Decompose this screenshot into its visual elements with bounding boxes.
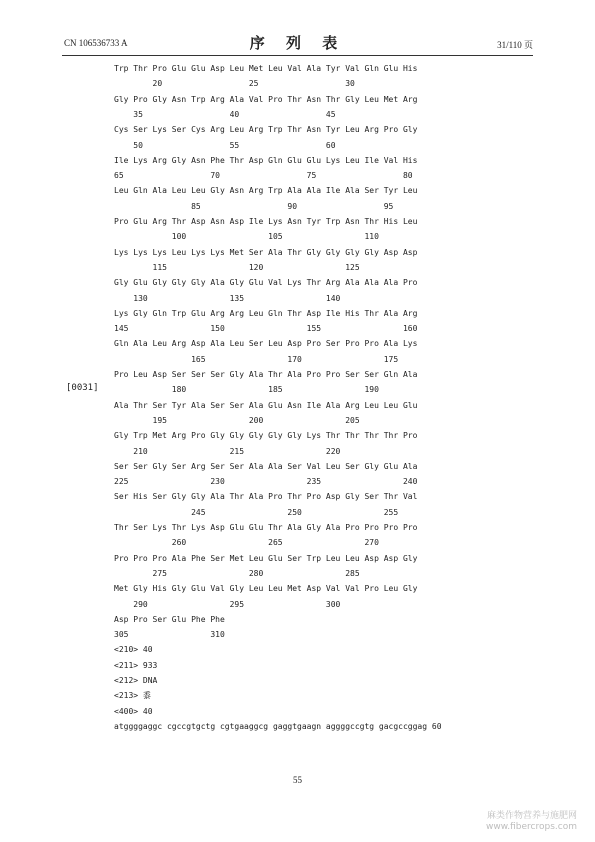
sequence-line: <212> DNA bbox=[114, 676, 158, 685]
sequence-line: 100 105 110 bbox=[114, 232, 379, 242]
header-divider bbox=[62, 55, 533, 56]
sequence-line: 65 70 75 80 bbox=[114, 171, 413, 181]
sequence-line: Cys Ser Lys Ser Cys Arg Leu Arg Trp Thr Asn Tyr Leu Arg Pro Gly bbox=[114, 125, 418, 135]
sequence-line: 260 265 270 bbox=[114, 538, 379, 548]
sequence-line: Ser Ser Gly Ser Arg Ser Ser Ala Ala Ser Val Leu Ser Gly Glu Ala bbox=[114, 461, 418, 471]
page-of-label: 31/110 页 bbox=[497, 40, 533, 50]
sequence-line: 130 135 140 bbox=[114, 293, 341, 303]
sequence-line: 305 310 bbox=[114, 630, 225, 640]
watermark-url: www.fibercrops.com bbox=[486, 822, 577, 832]
sequence-line: 145 150 155 160 bbox=[114, 324, 418, 334]
sequence-line: Ile Lys Arg Gly Asn Phe Thr Asp Gln Glu Glu Lys Leu Ile Val His bbox=[114, 155, 418, 165]
sequence-line: 165 170 175 bbox=[114, 354, 399, 364]
sequence-line: 245 250 255 bbox=[114, 507, 399, 517]
sequence-line: 50 55 60 bbox=[114, 140, 336, 150]
sequence-line: 35 40 45 bbox=[114, 109, 336, 119]
sequence-line: Pro Glu Arg Thr Asp Asn Asp Ile Lys Asn Tyr Trp Asn Thr His Leu bbox=[114, 217, 418, 226]
page-title: 序 列 表 bbox=[249, 34, 346, 52]
sequence-line: Gly Trp Met Arg Pro Gly Gly Gly Gly Gly Lys Thr Thr Thr Thr Pro bbox=[114, 431, 418, 441]
sequence-line: Asp Pro Ser Glu Phe Phe bbox=[114, 614, 225, 624]
sequence-line: 225 230 235 240 bbox=[114, 477, 418, 487]
sequence-line: <211> 933 bbox=[114, 660, 158, 670]
sequence-line: atggggaggc cgccgtgctg cgtgaaggcg gaggtgaagn aggggccgtg gacgccggag 60 bbox=[114, 721, 442, 731]
sequence-line: <213> 黍 bbox=[114, 691, 151, 701]
sequence-line: 20 25 30 bbox=[114, 79, 355, 89]
sequence-line: Met Gly His Gly Glu Val Gly Leu Leu Met Asp Val Val Pro Leu Gly bbox=[114, 584, 418, 594]
sequence-line: Lys Gly Gln Trp Glu Arg Arg Leu Gln Thr Asp Ile His Thr Ala Arg bbox=[114, 308, 418, 318]
sequence-line: 210 215 220 bbox=[114, 446, 341, 456]
sequence-line: Gln Ala Leu Arg Asp Ala Leu Ser Leu Asp Pro Ser Pro Pro Ala Lys bbox=[114, 339, 418, 349]
sequence-line: 115 120 125 bbox=[114, 262, 360, 272]
sequence-line: 85 90 95 bbox=[114, 201, 394, 211]
sequence-line: Gly Pro Gly Asn Trp Arg Ala Val Pro Thr Asn Thr Gly Leu Met Arg bbox=[114, 94, 418, 104]
sequence-line: Pro Leu Asp Ser Ser Ser Gly Ala Thr Ala Pro Pro Ser Ser Gln Ala bbox=[114, 370, 418, 379]
sequence-line: 195 200 205 bbox=[114, 415, 360, 425]
sequence-line: <400> 40 bbox=[114, 706, 153, 716]
page-number: 55 bbox=[293, 775, 302, 785]
sequence-line: Ala Thr Ser Tyr Ala Ser Ser Ala Glu Asn Ile Ala Arg Leu Leu Glu bbox=[114, 400, 418, 410]
sequence-line: <210> 40 bbox=[114, 645, 153, 655]
sequence-line: Ser His Ser Gly Gly Ala Thr Ala Pro Thr Pro Asp Gly Ser Thr Val bbox=[114, 492, 418, 502]
sequence-line: Pro Pro Pro Ala Phe Ser Met Leu Glu Ser Trp Leu Leu Asp Asp Gly bbox=[114, 553, 418, 563]
sequence-line: Thr Ser Lys Thr Lys Asp Glu Glu Thr Ala Gly Ala Pro Pro Pro Pro bbox=[114, 523, 418, 532]
sequence-line: 290 295 300 bbox=[114, 599, 341, 609]
sequence-line: Leu Gln Ala Leu Leu Gly Asn Arg Trp Ala Ala Ile Ala Ser Tyr Leu bbox=[114, 186, 418, 196]
paragraph-tag: [0031] bbox=[66, 383, 99, 393]
patent-number: CN 106536733 A bbox=[64, 38, 128, 48]
watermark-text: 麻类作物营养与施肥网 bbox=[486, 811, 577, 821]
sequence-line: Lys Lys Lys Leu Lys Lys Met Ser Ala Thr Gly Gly Gly Gly Asp Asp bbox=[114, 247, 418, 257]
sequence-line: 180 185 190 bbox=[114, 385, 379, 395]
sequence-line: Gly Glu Gly Gly Gly Ala Gly Glu Val Lys Thr Arg Ala Ala Ala Pro bbox=[114, 278, 418, 288]
sequence-line: 275 280 285 bbox=[114, 568, 360, 578]
sequence-line: Trp Thr Pro Glu Glu Asp Leu Met Leu Val Ala Tyr Val Gln Glu His bbox=[114, 64, 418, 73]
